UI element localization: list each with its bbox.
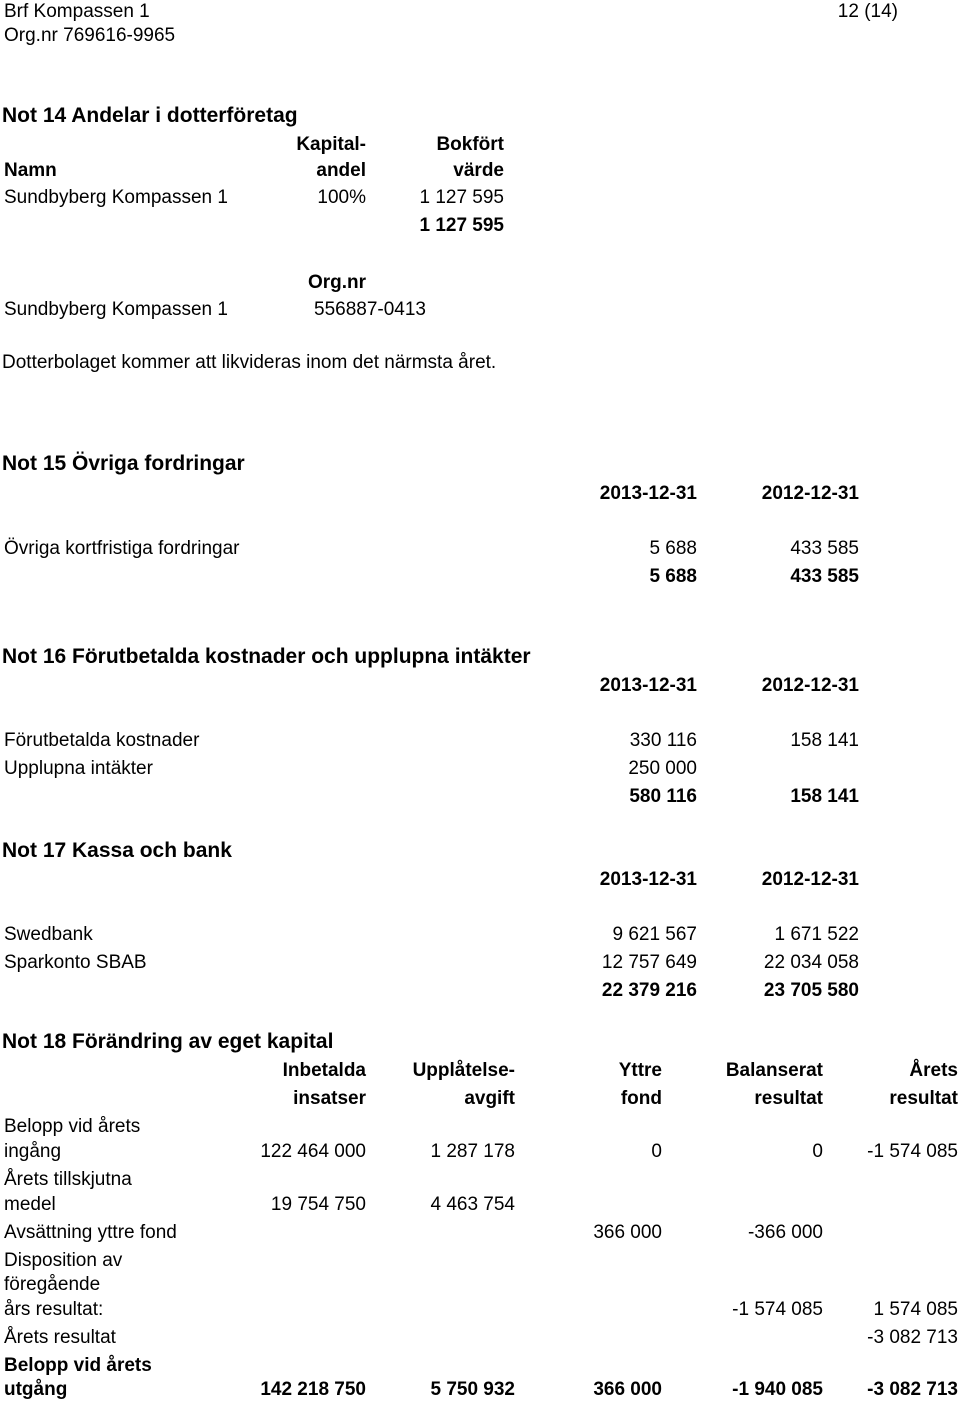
not16-row1-label: Förutbetalda kostnader — [4, 730, 200, 751]
not17-row1-2013: 9 621 567 — [612, 924, 697, 945]
not17-col-2013: 2013-12-31 — [599, 869, 697, 890]
not18-row6-c2: 5 750 932 — [430, 1379, 515, 1400]
not18-row4-label-3: års resultat: — [4, 1299, 104, 1320]
not14-row-name: Sundbyberg Kompassen 1 — [4, 187, 228, 208]
not14-note: Dotterbolaget kommer att likvideras inom det närmsta året. — [2, 352, 497, 373]
not18-col-yttre-1: Yttre — [618, 1060, 662, 1081]
not18-row6-c5: -3 082 713 — [867, 1379, 958, 1400]
not16-col-2012: 2012-12-31 — [761, 675, 859, 696]
not18-row2-c1: 19 754 750 — [270, 1194, 366, 1215]
page-number: 12 (14) — [837, 1, 898, 22]
not14-org-row-value: 556887-0413 — [314, 299, 426, 320]
not18-col-arets-2: resultat — [889, 1088, 958, 1109]
not18-row1-label-2: ingång — [4, 1141, 62, 1162]
not14-col-namn: Namn — [4, 160, 57, 181]
not16-title: Not 16 Förutbetalda kostnader och upplupna intäkter — [2, 645, 531, 668]
not18-row1-c1: 122 464 000 — [260, 1141, 366, 1162]
not14-col-bokfort-2: värde — [453, 160, 504, 181]
not17-total-2013: 22 379 216 — [601, 980, 697, 1001]
not17-col-2012: 2012-12-31 — [761, 869, 859, 890]
not14-orgnr-label: Org.nr — [307, 272, 366, 293]
not18-col-upplatelse-1: Upplåtelse- — [412, 1060, 515, 1081]
not16-row2-label: Upplupna intäkter — [4, 758, 153, 779]
not18-row1-c5: -1 574 085 — [867, 1141, 958, 1162]
not18-col-balanserat-2: resultat — [754, 1088, 823, 1109]
not18-row1-label-1: Belopp vid årets — [4, 1116, 141, 1137]
not16-row1-2013: 330 116 — [629, 730, 697, 751]
not16-total-2012: 158 141 — [790, 786, 859, 807]
not17-row1-2012: 1 671 522 — [774, 924, 859, 945]
not17-row1-label: Swedbank — [4, 924, 93, 945]
not14-col-bokfort-1: Bokfört — [436, 134, 504, 155]
not18-row5-label: Årets resultat — [4, 1327, 116, 1348]
not18-col-balanserat-1: Balanserat — [725, 1060, 823, 1081]
not15-title: Not 15 Övriga fordringar — [2, 452, 245, 475]
not17-row2-label: Sparkonto SBAB — [4, 952, 147, 973]
not15-total-2012: 433 585 — [790, 566, 859, 587]
not15-row-2013: 5 688 — [649, 538, 697, 559]
not18-row5-c5: -3 082 713 — [867, 1327, 958, 1348]
not18-col-inbetalda-2: insatser — [293, 1088, 366, 1109]
not17-row2-2013: 12 757 649 — [601, 952, 697, 973]
not18-row6-label-1: Belopp vid årets — [4, 1355, 152, 1376]
not18-row3-c3: 366 000 — [593, 1222, 662, 1243]
not18-row4-label-2: föregående — [4, 1274, 101, 1295]
not14-org-row-name: Sundbyberg Kompassen 1 — [4, 299, 228, 320]
not16-row1-2012: 158 141 — [790, 730, 859, 751]
not16-total-2013: 580 116 — [629, 786, 697, 807]
not15-row-2012: 433 585 — [790, 538, 859, 559]
not18-row1-c2: 1 287 178 — [430, 1141, 515, 1162]
not14-row-bokfort: 1 127 595 — [419, 187, 504, 208]
not15-row-label: Övriga kortfristiga fordringar — [4, 538, 240, 559]
not18-title: Not 18 Förändring av eget kapital — [2, 1030, 334, 1053]
not18-row6-c4: -1 940 085 — [732, 1379, 823, 1400]
not15-total-2013: 5 688 — [649, 566, 697, 587]
not14-col-kapital-1: Kapital- — [296, 134, 366, 155]
not18-row3-label: Avsättning yttre fond — [4, 1222, 177, 1243]
not18-row6-c1: 142 218 750 — [260, 1379, 366, 1400]
not18-row1-c3: 0 — [651, 1141, 662, 1162]
not18-col-upplatelse-2: avgift — [464, 1088, 515, 1109]
not18-row1-c4: 0 — [812, 1141, 823, 1162]
not16-col-2013: 2013-12-31 — [599, 675, 697, 696]
not18-col-arets-1: Årets — [909, 1060, 958, 1081]
not14-total: 1 127 595 — [419, 215, 504, 236]
not18-col-yttre-2: fond — [620, 1088, 662, 1109]
not17-total-2012: 23 705 580 — [763, 980, 859, 1001]
not14-row-kapital: 100% — [317, 187, 366, 208]
company-org-number: Org.nr 769616-9965 — [4, 25, 176, 46]
not18-row6-c3: 366 000 — [593, 1379, 662, 1400]
not14-col-kapital-2: andel — [316, 160, 366, 181]
not14-title: Not 14 Andelar i dotterföretag — [2, 104, 298, 127]
not18-row2-label-1: Årets tillskjutna — [4, 1169, 132, 1190]
not18-row4-c5: 1 574 085 — [873, 1299, 958, 1320]
not18-row6-label-2: utgång — [4, 1379, 68, 1400]
not18-row3-c4: -366 000 — [747, 1222, 823, 1243]
not18-row4-c4: -1 574 085 — [732, 1299, 823, 1320]
not18-row2-c2: 4 463 754 — [430, 1194, 515, 1215]
not15-col-2013: 2013-12-31 — [599, 483, 697, 504]
not18-col-inbetalda-1: Inbetalda — [282, 1060, 366, 1081]
not18-row2-label-2: medel — [4, 1194, 56, 1215]
not15-col-2012: 2012-12-31 — [761, 483, 859, 504]
not17-row2-2012: 22 034 058 — [763, 952, 859, 973]
not18-row4-label-1: Disposition av — [4, 1250, 123, 1271]
not16-row2-2013: 250 000 — [628, 758, 697, 779]
not17-title: Not 17 Kassa och bank — [2, 839, 232, 862]
company-name: Brf Kompassen 1 — [4, 1, 150, 22]
